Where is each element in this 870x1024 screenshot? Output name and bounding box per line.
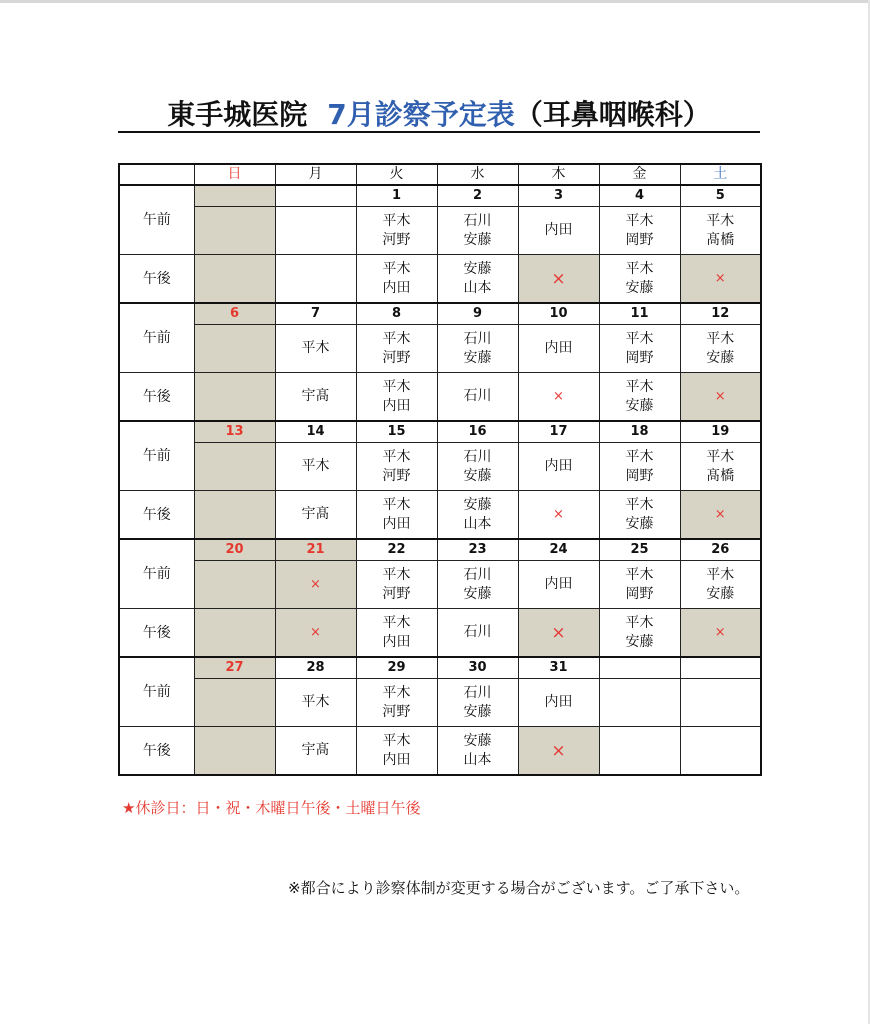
doctor-name: 石川: [463, 684, 492, 701]
pm-cell: [275, 373, 356, 422]
pm-cell: [518, 727, 599, 776]
doctor-name: 平木: [382, 330, 411, 347]
corner-cell: [119, 164, 194, 185]
weekday-header-thu: 木: [518, 164, 599, 185]
doctor-name: 河野: [382, 349, 411, 366]
date-cell: 10: [518, 303, 599, 325]
pm-label: 午後: [119, 609, 194, 658]
week-date-row: [119, 421, 761, 443]
pm-cell: [194, 255, 275, 304]
am-label: 午前: [119, 657, 194, 727]
weekday-header-sun: 日: [194, 164, 275, 185]
closed-mark: ×: [310, 576, 321, 592]
pm-cell: [356, 727, 437, 776]
am-cell: [599, 443, 680, 491]
pm-label: 午後: [119, 491, 194, 540]
closed-mark: ×: [553, 506, 564, 522]
closed-mark: ×: [310, 624, 321, 640]
doctor-name: 安藤: [625, 515, 654, 532]
pm-cell: [599, 609, 680, 658]
date-cell: 4: [599, 185, 680, 207]
weekday-header-mon: 月: [275, 164, 356, 185]
am-cell: [437, 679, 518, 727]
doctor-name: 平木: [301, 458, 330, 474]
doctor-name: 安藤: [463, 703, 492, 720]
pm-cell: [680, 255, 761, 304]
date-cell: 7: [275, 303, 356, 325]
date-cell: 19: [680, 421, 761, 443]
doctor-name: 安藤: [625, 397, 654, 414]
am-cell: [356, 325, 437, 373]
pm-cell: [437, 255, 518, 304]
weekday-header-tue: 火: [356, 164, 437, 185]
doctor-name: 平木: [625, 260, 654, 277]
doctor-name: 安藤: [463, 231, 492, 248]
pm-session-row: [119, 609, 761, 658]
closed-mark: ×: [714, 506, 726, 522]
doctor-name: 平木: [382, 496, 411, 513]
am-cell: [680, 443, 761, 491]
doctor-name: 安藤: [463, 585, 492, 602]
pm-cell: [599, 255, 680, 304]
am-cell: [194, 679, 275, 727]
am-cell: [194, 325, 275, 373]
pm-session-row: [119, 255, 761, 304]
am-cell: [680, 207, 761, 255]
date-cell: 8: [356, 303, 437, 325]
doctor-name: 髙橋: [706, 231, 735, 248]
doctor-name: 安藤: [625, 633, 654, 650]
pm-cell: [518, 609, 599, 658]
week-date-row: [119, 185, 761, 207]
closed-mark: ×: [551, 268, 566, 289]
week-date-row: [119, 303, 761, 325]
doctor-name: 内田: [382, 633, 411, 650]
doctor-name: 石川: [463, 448, 492, 465]
doctor-name: 平木: [625, 496, 654, 513]
am-session-row: [119, 561, 761, 609]
pm-cell: [518, 373, 599, 422]
pm-cell: [437, 373, 518, 422]
week-date-row: [119, 539, 761, 561]
weekday-header-sat: 土: [680, 164, 761, 185]
pm-session-row: [119, 727, 761, 776]
pm-label: 午後: [119, 727, 194, 776]
am-cell: [437, 325, 518, 373]
doctor-name: 安藤: [706, 585, 735, 602]
am-cell: [356, 207, 437, 255]
pm-cell: [275, 255, 356, 304]
pm-cell: [356, 609, 437, 658]
doctor-name: 安藤: [463, 260, 492, 277]
am-cell: [518, 679, 599, 727]
am-cell: [680, 679, 761, 727]
am-session-row: [119, 207, 761, 255]
am-label: 午前: [119, 303, 194, 373]
pm-cell: [437, 727, 518, 776]
date-cell: [194, 185, 275, 207]
doctor-name: 平木: [382, 614, 411, 631]
am-cell: [437, 207, 518, 255]
doctor-name: 岡野: [625, 585, 654, 602]
pm-label: 午後: [119, 255, 194, 304]
doctor-name: 平木: [625, 378, 654, 395]
date-cell: 5: [680, 185, 761, 207]
am-cell: [599, 325, 680, 373]
doctor-name: 平木: [625, 566, 654, 583]
date-cell: 21: [275, 539, 356, 561]
pm-label: 午後: [119, 373, 194, 422]
page-title: [118, 97, 760, 133]
am-cell: [356, 443, 437, 491]
doctor-name: 平木: [625, 448, 654, 465]
pm-session-row: [119, 373, 761, 422]
doctor-name: 安藤: [706, 349, 735, 366]
pm-cell: [680, 609, 761, 658]
am-cell: [194, 207, 275, 255]
date-cell: [275, 185, 356, 207]
pm-cell: [194, 727, 275, 776]
doctor-name: 平木: [706, 566, 735, 583]
date-cell: 23: [437, 539, 518, 561]
department-name: （耳鼻咽喉科）: [514, 98, 711, 131]
am-cell: [194, 561, 275, 609]
doctor-name: 平木: [625, 614, 654, 631]
date-cell: 3: [518, 185, 599, 207]
doctor-name: 内田: [544, 340, 573, 356]
doctor-name: 平木: [382, 378, 411, 395]
weekday-header-fri: 金: [599, 164, 680, 185]
doctor-name: 平木: [382, 566, 411, 583]
pm-cell: [275, 609, 356, 658]
doctor-name: 平木: [625, 212, 654, 229]
doctor-name: 平木: [382, 212, 411, 229]
doctor-name: 安藤: [463, 349, 492, 366]
date-cell: 20: [194, 539, 275, 561]
doctor-name: 安藤: [463, 732, 492, 749]
am-cell: [599, 207, 680, 255]
doctor-name: 内田: [382, 751, 411, 768]
doctor-name: 石川: [463, 330, 492, 347]
date-cell: 18: [599, 421, 680, 443]
am-label: 午前: [119, 185, 194, 255]
am-cell: [437, 561, 518, 609]
am-cell: [356, 561, 437, 609]
date-cell: 15: [356, 421, 437, 443]
doctor-name: 髙橋: [706, 467, 735, 484]
date-cell: 2: [437, 185, 518, 207]
date-cell: 31: [518, 657, 599, 679]
am-session-row: [119, 443, 761, 491]
closed-mark: ×: [551, 622, 566, 643]
pm-cell: [518, 255, 599, 304]
pm-cell: [437, 609, 518, 658]
date-cell: 13: [194, 421, 275, 443]
date-cell: 30: [437, 657, 518, 679]
doctor-name: 内田: [544, 694, 573, 710]
pm-cell: [599, 727, 680, 776]
doctor-name: 内田: [544, 222, 573, 238]
doctor-name: 石川: [463, 566, 492, 583]
doctor-name: 安藤: [463, 496, 492, 513]
doctor-name: 山本: [463, 279, 492, 296]
doctor-name: 岡野: [625, 349, 654, 366]
date-cell: 16: [437, 421, 518, 443]
date-cell: 24: [518, 539, 599, 561]
disclaimer-note: ※都合により診察体制が変更する場合がございます。ご了承下さい。: [288, 879, 750, 897]
date-cell: 12: [680, 303, 761, 325]
pm-cell: [680, 491, 761, 540]
schedule-title: 7月診察予定表: [327, 98, 515, 131]
am-cell: [275, 443, 356, 491]
date-cell: 22: [356, 539, 437, 561]
date-cell: 1: [356, 185, 437, 207]
pm-cell: [680, 373, 761, 422]
doctor-name: 石川: [463, 624, 492, 640]
pm-cell: [680, 727, 761, 776]
pm-cell: [437, 491, 518, 540]
am-cell: [518, 561, 599, 609]
closed-mark: ×: [714, 388, 726, 404]
doctor-name: 内田: [544, 576, 573, 592]
doctor-name: 平木: [706, 330, 735, 347]
doctor-name: 山本: [463, 751, 492, 768]
pm-cell: [599, 373, 680, 422]
am-cell: [599, 561, 680, 609]
pm-cell: [356, 255, 437, 304]
date-cell: 25: [599, 539, 680, 561]
doctor-name: 河野: [382, 467, 411, 484]
pm-cell: [194, 373, 275, 422]
closed-days-note: ★休診日：日・祝・木曜日午後・土曜日午後: [122, 799, 421, 817]
hospital-name: 東手城医院: [167, 98, 308, 131]
am-cell: [437, 443, 518, 491]
doctor-name: 河野: [382, 703, 411, 720]
pm-cell: [599, 491, 680, 540]
doctor-name: 岡野: [625, 467, 654, 484]
doctor-name: 内田: [382, 279, 411, 296]
schedule-body: [119, 185, 761, 775]
date-cell: 6: [194, 303, 275, 325]
doctor-name: 平木: [301, 340, 330, 356]
doctor-name: 宇髙: [301, 742, 330, 758]
am-cell: [275, 207, 356, 255]
am-cell: [275, 561, 356, 609]
doctor-name: 宇髙: [301, 506, 330, 522]
doctor-name: 宇髙: [301, 388, 330, 404]
am-cell: [356, 679, 437, 727]
am-session-row: [119, 325, 761, 373]
doctor-name: 平木: [382, 684, 411, 701]
doctor-name: 安藤: [625, 279, 654, 296]
doctor-name: 河野: [382, 585, 411, 602]
am-cell: [275, 325, 356, 373]
closed-mark: ×: [714, 270, 726, 286]
pm-cell: [275, 727, 356, 776]
doctor-name: 平木: [706, 212, 735, 229]
date-cell: [680, 657, 761, 679]
pm-cell: [194, 609, 275, 658]
pm-session-row: [119, 491, 761, 540]
am-cell: [680, 561, 761, 609]
week-date-row: [119, 657, 761, 679]
doctor-name: 内田: [382, 397, 411, 414]
date-cell: 28: [275, 657, 356, 679]
am-cell: [275, 679, 356, 727]
doctor-name: 石川: [463, 388, 492, 404]
pm-cell: [518, 491, 599, 540]
pm-cell: [356, 373, 437, 422]
date-cell: 17: [518, 421, 599, 443]
doctor-name: 内田: [382, 515, 411, 532]
closed-mark: ×: [553, 388, 564, 404]
date-cell: 29: [356, 657, 437, 679]
schedule-table: [118, 163, 762, 776]
date-cell: [599, 657, 680, 679]
am-cell: [599, 679, 680, 727]
doctor-name: 平木: [382, 732, 411, 749]
doctor-name: 平木: [382, 260, 411, 277]
pm-cell: [194, 491, 275, 540]
weekday-header-row: [119, 164, 761, 185]
closed-mark: ×: [714, 624, 726, 640]
closed-mark: ×: [551, 740, 566, 761]
date-cell: 14: [275, 421, 356, 443]
am-label: 午前: [119, 539, 194, 609]
title-underline: [118, 131, 760, 133]
doctor-name: 平木: [706, 448, 735, 465]
weekday-header-wed: 水: [437, 164, 518, 185]
doctor-name: 山本: [463, 515, 492, 532]
am-session-row: [119, 679, 761, 727]
date-cell: 9: [437, 303, 518, 325]
am-label: 午前: [119, 421, 194, 491]
doctor-name: 河野: [382, 231, 411, 248]
doctor-name: 平木: [382, 448, 411, 465]
doctor-name: 岡野: [625, 231, 654, 248]
page-top-edge: [0, 0, 870, 3]
date-cell: 26: [680, 539, 761, 561]
am-cell: [518, 207, 599, 255]
am-cell: [518, 325, 599, 373]
am-cell: [518, 443, 599, 491]
am-cell: [194, 443, 275, 491]
date-cell: 27: [194, 657, 275, 679]
doctor-name: 内田: [544, 458, 573, 474]
doctor-name: 安藤: [463, 467, 492, 484]
am-cell: [680, 325, 761, 373]
date-cell: 11: [599, 303, 680, 325]
doctor-name: 平木: [301, 694, 330, 710]
doctor-name: 石川: [463, 212, 492, 229]
pm-cell: [275, 491, 356, 540]
doctor-name: 平木: [625, 330, 654, 347]
pm-cell: [356, 491, 437, 540]
